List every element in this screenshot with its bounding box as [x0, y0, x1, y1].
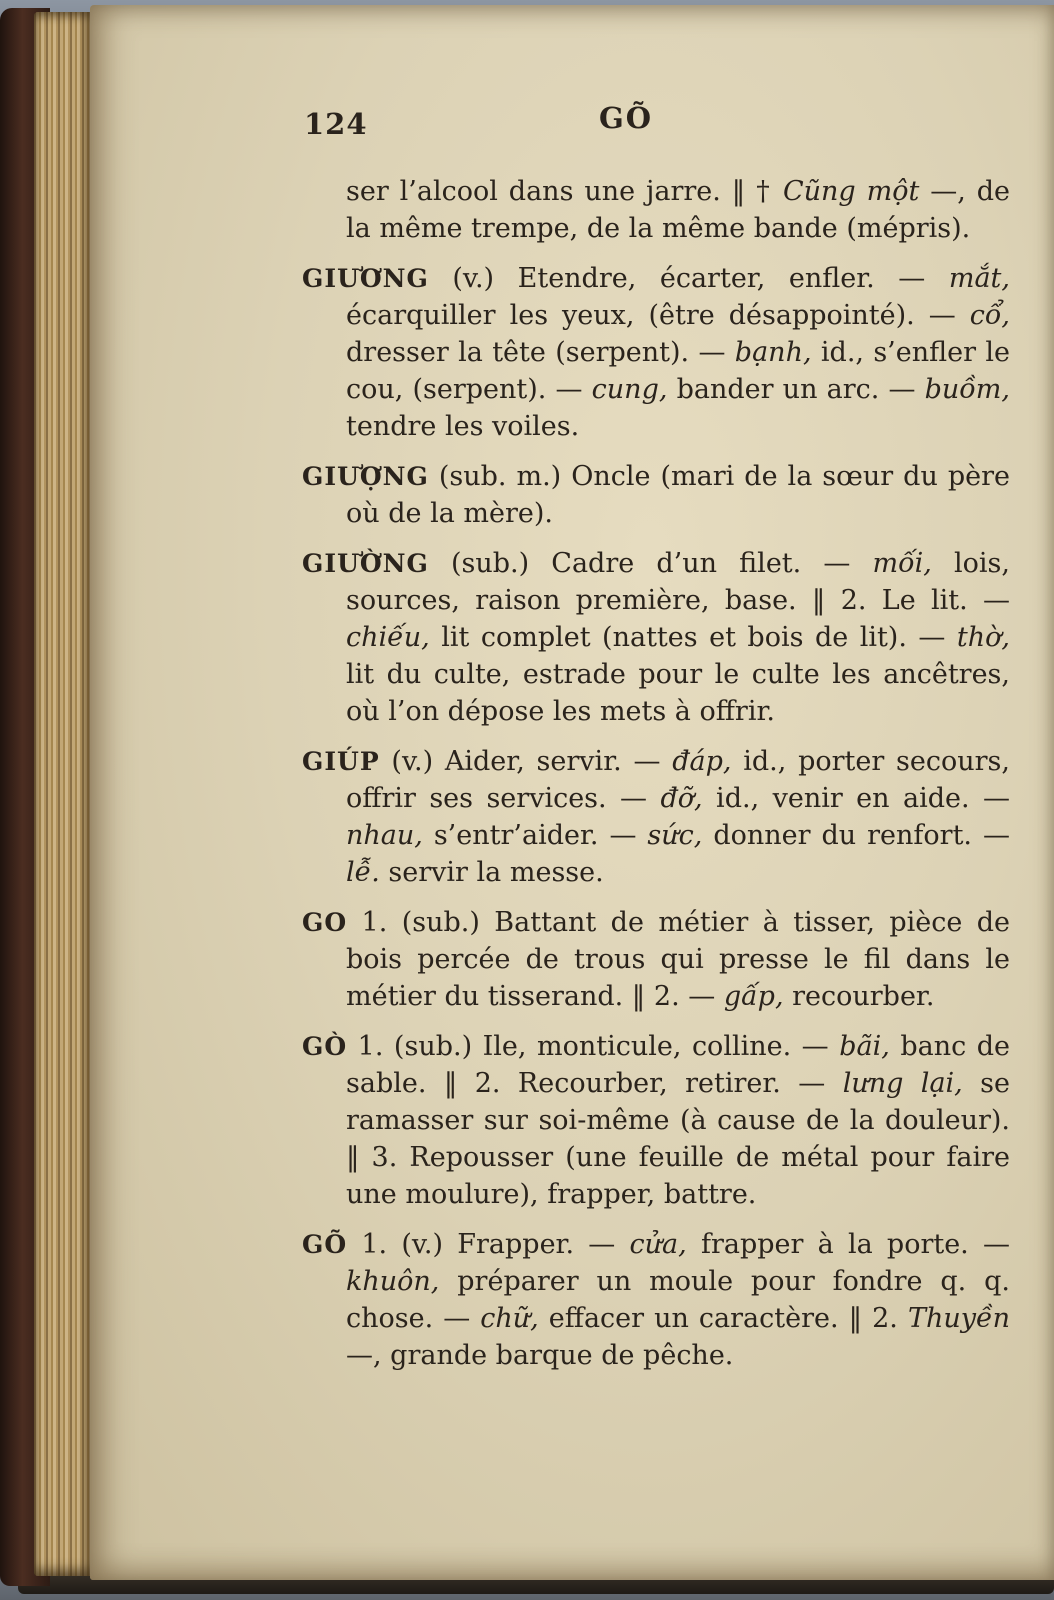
vietnamese-term: lưng lại,: [842, 1068, 963, 1099]
headword: GIƯỢNG: [302, 462, 429, 491]
vietnamese-term: mắt,: [948, 263, 1010, 294]
vietnamese-term: sức,: [647, 820, 703, 851]
vietnamese-term: bạnh,: [734, 337, 812, 368]
dictionary-entry: [302, 173, 1010, 247]
definition-text: servir la messe.: [379, 857, 604, 888]
headword: GÒ: [302, 1032, 348, 1061]
definition-text: 1. (sub.) Ile, monticule, colline. —: [347, 1031, 840, 1062]
book-page: [90, 5, 1054, 1580]
definition-text: s’entr’aider. —: [422, 820, 648, 851]
running-head: GÕ: [598, 101, 654, 135]
definition-text: recourber.: [783, 981, 935, 1012]
page-content: [302, 101, 1010, 1387]
definition-text: banc de sable. ‖ 2. Recourber, retirer. —: [346, 1031, 1010, 1099]
vietnamese-term: đáp,: [672, 746, 732, 777]
vietnamese-term: bãi,: [839, 1031, 890, 1062]
headword: GIÚP: [302, 747, 380, 776]
vietnamese-term: lễ.: [346, 857, 380, 888]
headword: GO: [302, 908, 348, 937]
definition-text: effacer un caractère. ‖ 2.: [538, 1303, 908, 1334]
definition-text: préparer un moule pour fondre q. q. chose. —: [346, 1266, 1010, 1334]
dictionary-entry: [302, 743, 1010, 891]
vietnamese-term: cổ,: [969, 300, 1010, 331]
vietnamese-term: thờ,: [956, 622, 1010, 653]
entries: [302, 173, 1010, 1374]
dictionary-entry: [302, 1028, 1010, 1213]
dictionary-entry: [302, 260, 1010, 445]
definition-text: (v.) Etendre, écarter, enfler. —: [428, 263, 949, 294]
vietnamese-term: chiếu,: [346, 622, 430, 653]
definition-text: id., porter secours, offrir ses services. —: [346, 746, 1010, 814]
vietnamese-term: chữ,: [480, 1303, 539, 1334]
dictionary-entry: [302, 458, 1010, 532]
headword: GÕ: [302, 1230, 348, 1259]
page-header: [302, 101, 1010, 147]
definition-text: donner du renfort. —: [702, 820, 1010, 851]
headword: GIƯỜNG: [302, 549, 429, 578]
vietnamese-term: Thuyền: [907, 1303, 1010, 1334]
definition-text: lit complet (nattes et bois de lit). —: [429, 622, 957, 653]
definition-text: —, grande barque de pêche.: [346, 1340, 734, 1371]
definition-text: bander un arc. —: [667, 374, 925, 405]
vietnamese-term: khuôn,: [346, 1266, 440, 1297]
vietnamese-term: đỡ,: [660, 783, 703, 814]
definition-text: ser l’alcool dans une jarre. ‖ †: [346, 176, 783, 207]
definition-text: se ramasser sur soi-même (à cause de la douleur). ‖ 3. Repousser (une feuille de métal pour faire une moulure), frapper, battre.: [346, 1068, 1011, 1210]
definition-text: —, de la même trempe, de la même bande (mépris).: [346, 176, 1011, 244]
vietnamese-term: cửa,: [629, 1229, 687, 1260]
definition-text: (sub. m.) Oncle (mari de la sœur du père où de la mère).: [346, 461, 1010, 529]
vietnamese-term: gấp,: [723, 981, 784, 1012]
vietnamese-term: buồm,: [924, 374, 1010, 405]
headword: GIƯƠNG: [302, 264, 429, 293]
dictionary-entry: [302, 904, 1010, 1015]
definition-text: lois, sources, raison première, base. ‖ 2. Le lit. —: [346, 548, 1010, 616]
vietnamese-term: nhau,: [346, 820, 423, 851]
dictionary-entry: [302, 1226, 1010, 1374]
definition-text: (v.) Aider, servir. —: [379, 746, 673, 777]
definition-text: (sub.) Cadre d’un filet. —: [428, 548, 873, 579]
page-number: 124: [304, 107, 368, 141]
definition-text: frapper à la porte. —: [686, 1229, 1010, 1260]
vietnamese-term: Cũng một: [782, 176, 920, 207]
definition-text: id., s’enfler le cou, (serpent). —: [346, 337, 1010, 405]
vietnamese-term: cung,: [591, 374, 668, 405]
definition-text: 1. (v.) Frapper. —: [347, 1229, 630, 1260]
page-edge-stack: [34, 12, 94, 1576]
definition-text: id., venir en aide. —: [702, 783, 1011, 814]
vietnamese-term: mối,: [872, 548, 932, 579]
definition-text: dresser la tête (serpent). —: [346, 337, 735, 368]
dictionary-entry: [302, 545, 1010, 730]
definition-text: tendre les voiles.: [346, 411, 580, 442]
definition-text: 1. (sub.) Battant de métier à tisser, pièce de bois percée de trous qui presse le fil dans le métier du tisserand. ‖ 2. —: [346, 907, 1010, 1012]
definition-text: lit du culte, estrade pour le culte les ancêtres, où l’on dépose les mets à offrir.: [346, 659, 1010, 727]
definition-text: écarquiller les yeux, (être désappointé). —: [346, 300, 970, 331]
